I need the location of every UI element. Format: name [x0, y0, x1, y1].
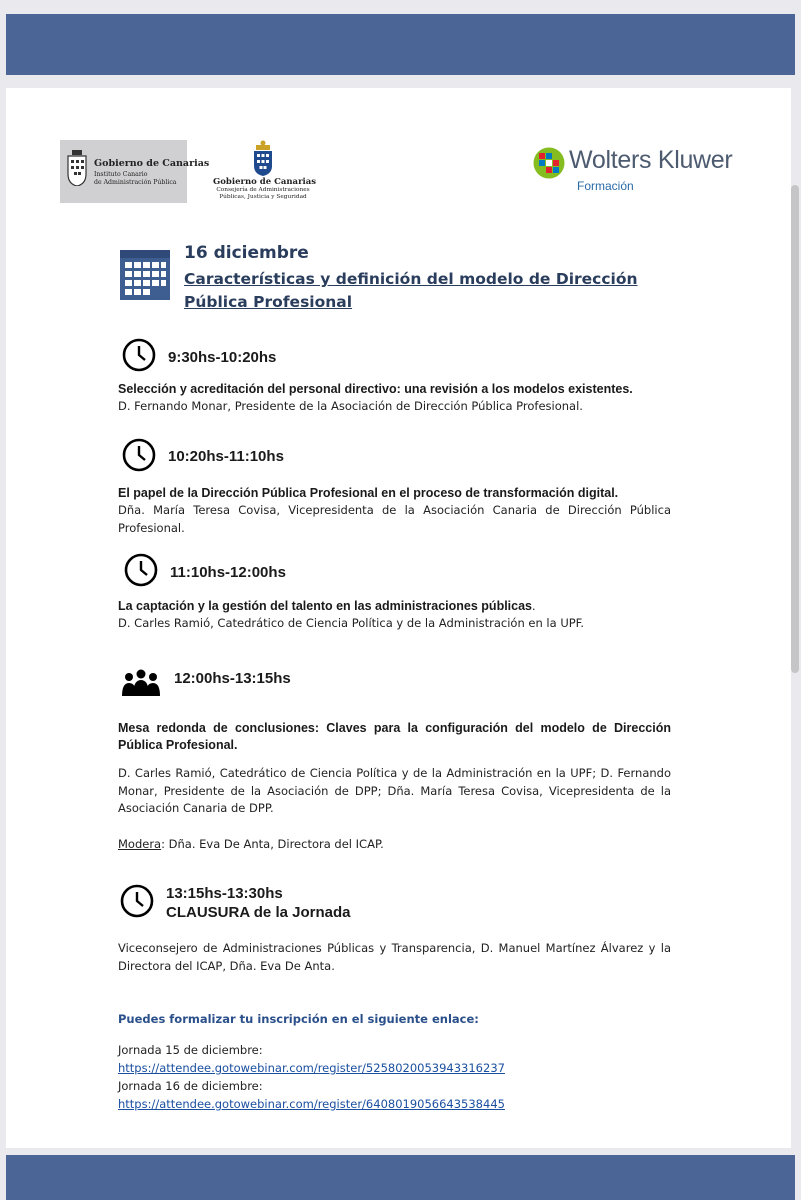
registration-day1-label: Jornada 15 de diciembre: — [118, 1043, 263, 1057]
clock-icon — [122, 338, 156, 372]
bottom-banner — [6, 1155, 795, 1200]
panel-title: Mesa redonda de conclusiones: Claves para la configuración del modelo de Dirección Pública Profesional. — [118, 721, 671, 752]
registration-day2-link[interactable]: https://attendee.gotowebinar.com/register/6408019056643538445 — [118, 1097, 505, 1111]
session-time: 9:30hs-10:20hs — [168, 349, 277, 366]
icap-logo-line2: Instituto Canario de Administración Pública — [94, 171, 177, 186]
icap-logo-line1: Gobierno de Canarias — [94, 158, 210, 169]
coat-of-arms-icon — [66, 150, 88, 186]
wolters-kluwer-mark-icon — [533, 147, 565, 179]
scrollbar[interactable] — [791, 185, 799, 673]
closing-speakers: Viceconsejero de Administraciones Públicas y Transparencia, D. Manuel Martínez Álvarez y la Directora del ICAP, Dña. Eva De Anta. — [118, 941, 671, 973]
session-title: El papel de la Dirección Pública Profesional en el proceso de transformación digital. — [118, 486, 619, 500]
registration-heading: Puedes formalizar tu inscripción en el siguiente enlace: — [118, 1012, 479, 1026]
icap-logo — [60, 140, 210, 203]
registration-day2-label: Jornada 16 de diciembre: — [118, 1079, 263, 1093]
session-speaker: D. Fernando Monar, Presidente de la Asociación de Dirección Pública Profesional. — [118, 399, 583, 413]
wolters-kluwer-sub: Formación — [577, 179, 634, 193]
top-banner — [6, 14, 795, 75]
people-group-icon — [122, 668, 160, 698]
clock-icon — [122, 438, 156, 472]
panel-speakers: D. Carles Ramió, Catedrático de Ciencia Política y de la Administración en la UPF; D. Fernando Monar, Presidente de la Asociación de DPP; Dña. María Teresa Covisa, Vicepresidenta de la Asociación Canaria de DPP. — [118, 766, 671, 815]
consejeria-logo — [213, 140, 317, 205]
session-time: 10:20hs-11:10hs — [168, 448, 284, 465]
event-date: 16 diciembre — [184, 243, 309, 263]
session-speaker: D. Carles Ramió, Catedrático de Ciencia Política y de la Administración en la UPF. — [118, 616, 585, 630]
session-time: 11:10hs-12:00hs — [170, 564, 286, 581]
panel-time: 12:00hs-13:15hs — [174, 670, 291, 687]
calendar-icon — [120, 250, 170, 300]
closing-title: CLAUSURA de la Jornada — [166, 904, 351, 921]
session-title: La captación y la gestión del talento en las administraciones públicas. — [118, 599, 536, 613]
session-speaker: Dña. María Teresa Covisa, Vicepresidenta de la Asociación Canaria de Dirección Pública Profesional. — [118, 503, 671, 535]
wolters-kluwer-logo — [533, 143, 733, 195]
coat-of-arms-icon — [251, 140, 275, 176]
clock-icon — [120, 884, 154, 918]
consejeria-logo-line1: Gobierno de Canarias — [213, 177, 317, 187]
registration-day1-link[interactable]: https://attendee.gotowebinar.com/register/5258020053943316237 — [118, 1061, 505, 1075]
consejeria-logo-line2: Consejería de Administraciones Públicas, Justicia y Seguridad — [216, 187, 310, 200]
panel-moderator: Modera: Dña. Eva De Anta, Directora del ICAP. — [118, 837, 384, 851]
wolters-kluwer-name: Wolters Kluwer — [569, 146, 733, 174]
event-title: Características y definición del modelo de Dirección Pública Profesional — [184, 270, 638, 311]
closing-time: 13:15hs-13:30hs — [166, 885, 283, 902]
session-title: Selección y acreditación del personal directivo: una revisión a los modelos existentes. — [118, 382, 633, 396]
clock-icon — [124, 553, 158, 587]
